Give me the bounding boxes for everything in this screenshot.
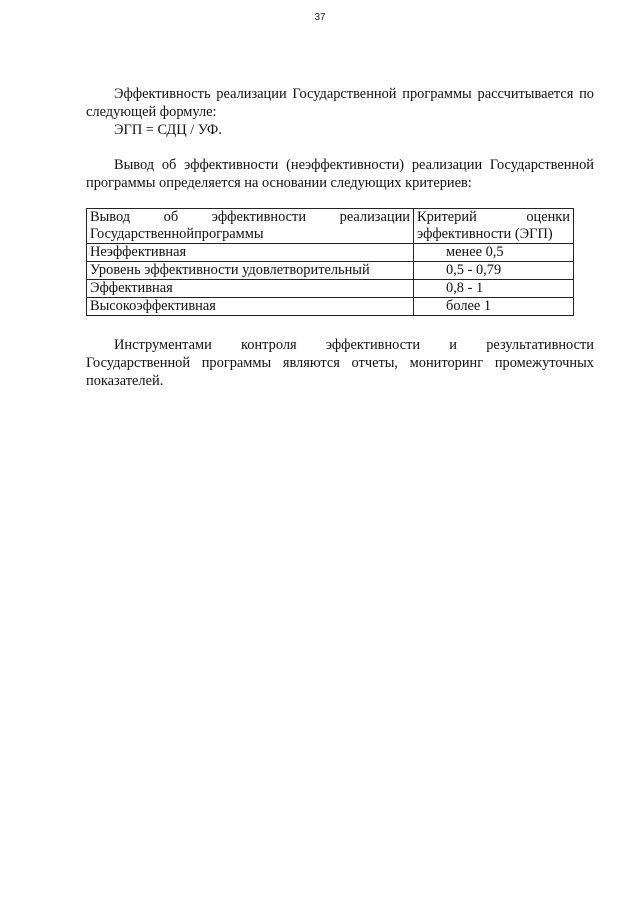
table-cell-conclusion: Уровень эффективности удовлетворительный [87,262,414,280]
document-body [86,85,594,390]
paragraph-control-tools: Инструментами контроля эффективности и результативности Государственной программы являются отчеты, мониторинг промежуточных показателей. [86,337,594,389]
table-cell-criterion: более 1 [414,298,574,316]
criteria-table [86,208,574,316]
table-header-conclusion: Вывод об эффективности реализации Государственнойпрограммы [87,209,414,244]
table-row [87,298,574,316]
table-header-row [87,209,574,244]
table-cell-criterion: 0,8 - 1 [414,280,574,298]
paragraph-criteria-intro: Вывод об эффективности (неэффективности) реализации Государственной программы определяется на основании следующих критериев: [86,157,594,191]
paragraph-formula-intro: Эффективность реализации Государственной программы рассчитывается по следующей формуле: [86,86,594,120]
page-number: 37 [314,12,326,23]
table-row [87,280,574,298]
table-cell-conclusion: Эффективная [87,280,414,298]
table-row [87,262,574,280]
table-cell-conclusion: Неэффективная [87,244,414,262]
table-row [87,244,574,262]
table-cell-conclusion: Высокоэффективная [87,298,414,316]
table-cell-criterion: менее 0,5 [414,244,574,262]
table-header-criterion: Критерий оценки эффективности (ЭГП) [414,209,574,244]
formula: ЭГП = СДЦ / УФ. [114,122,222,138]
table-cell-criterion: 0,5 - 0,79 [414,262,574,280]
